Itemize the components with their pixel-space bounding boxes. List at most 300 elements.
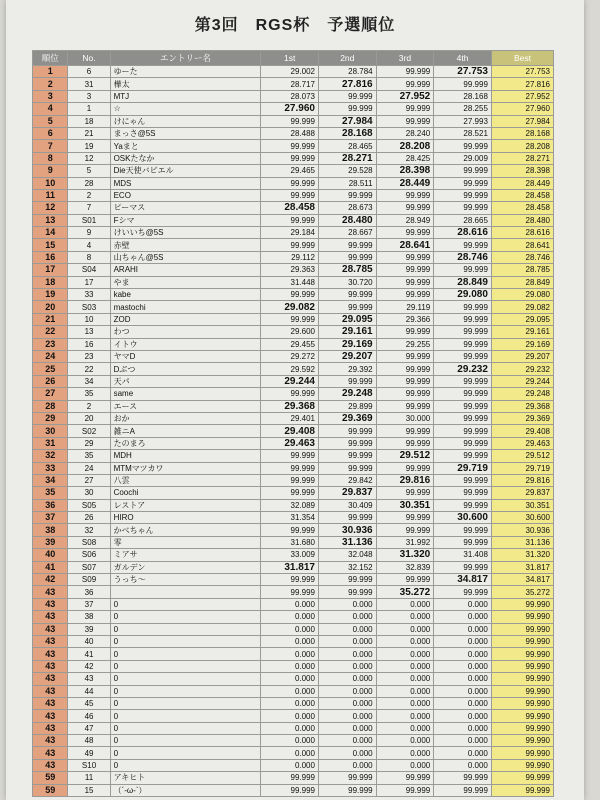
rank-cell: 32: [33, 450, 68, 462]
table-row: [33, 189, 554, 201]
lap-3rd-cell: 0.000: [376, 722, 434, 734]
lap-4th-cell: 99.999: [434, 140, 492, 152]
lap-2nd-cell: 0.000: [318, 635, 376, 647]
lap-4th-cell: 99.999: [434, 301, 492, 313]
best-time-cell: 99.990: [491, 648, 553, 660]
entry-name-cell: 0: [110, 648, 261, 660]
rank-cell: 43: [33, 623, 68, 635]
table-row: [33, 685, 554, 697]
lap-4th-cell: 99.999: [434, 177, 492, 189]
rank-cell: 19: [33, 289, 68, 301]
lap-3rd-cell: 29.255: [376, 338, 434, 350]
lap-1st-cell: 99.999: [261, 388, 319, 400]
lap-3rd-cell: 0.000: [376, 648, 434, 660]
lap-2nd-cell: 32.048: [318, 549, 376, 561]
lap-4th-cell: 99.999: [434, 437, 492, 449]
entry-name-cell: たのまろ: [110, 437, 261, 449]
best-time-cell: 28.398: [491, 165, 553, 177]
entry-name-cell: まっさ@5S: [110, 127, 261, 139]
rank-cell: 11: [33, 189, 68, 201]
entry-no-cell: 44: [68, 685, 110, 697]
entry-name-cell: 赤壁: [110, 239, 261, 251]
lap-2nd-cell: 29.899: [318, 400, 376, 412]
best-time-cell: 27.960: [491, 103, 553, 115]
lap-3rd-cell: 32.839: [376, 561, 434, 573]
table-row: [33, 202, 554, 214]
rank-cell: 42: [33, 574, 68, 586]
best-time-cell: 99.990: [491, 759, 553, 771]
rank-cell: 2: [33, 78, 68, 90]
best-time-cell: 29.232: [491, 363, 553, 375]
entry-no-cell: 17: [68, 276, 110, 288]
best-time-cell: 30.600: [491, 512, 553, 524]
lap-4th-cell: 28.849: [434, 276, 492, 288]
lap-1st-cell: 31.680: [261, 536, 319, 548]
lap-2nd-cell: 31.136: [318, 536, 376, 548]
table-row: [33, 487, 554, 499]
rank-cell: 40: [33, 549, 68, 561]
lap-2nd-cell: 28.271: [318, 152, 376, 164]
rank-cell: 28: [33, 400, 68, 412]
lap-1st-cell: 29.455: [261, 338, 319, 350]
lap-2nd-cell: 99.999: [318, 239, 376, 251]
rank-cell: 8: [33, 152, 68, 164]
entry-no-cell: 3: [68, 90, 110, 102]
entry-name-cell: かべちゃん: [110, 524, 261, 536]
lap-1st-cell: 29.082: [261, 301, 319, 313]
entry-no-cell: 2: [68, 400, 110, 412]
rank-cell: 29: [33, 412, 68, 424]
best-time-cell: 29.369: [491, 412, 553, 424]
table-row: [33, 388, 554, 400]
table-row: [33, 611, 554, 623]
best-time-cell: 28.168: [491, 127, 553, 139]
rank-cell: 43: [33, 735, 68, 747]
entry-no-cell: 35: [68, 388, 110, 400]
lap-1st-cell: 99.999: [261, 115, 319, 127]
lap-1st-cell: 0.000: [261, 697, 319, 709]
lap-3rd-cell: 99.999: [376, 425, 434, 437]
lap-2nd-cell: 29.169: [318, 338, 376, 350]
best-time-cell: 29.161: [491, 326, 553, 338]
lap-4th-cell: 31.408: [434, 549, 492, 561]
lap-1st-cell: 99.999: [261, 487, 319, 499]
best-time-cell: 31.320: [491, 549, 553, 561]
lap-3rd-cell: 99.999: [376, 289, 434, 301]
lap-4th-cell: 99.999: [434, 412, 492, 424]
lap-4th-cell: 99.999: [434, 388, 492, 400]
lap-4th-cell: 99.999: [434, 239, 492, 251]
lap-3rd-cell: 99.999: [376, 437, 434, 449]
lap-1st-cell: 28.488: [261, 127, 319, 139]
entry-no-cell: 39: [68, 623, 110, 635]
entry-no-cell: 6: [68, 66, 110, 78]
lap-1st-cell: 0.000: [261, 710, 319, 722]
lap-1st-cell: 99.999: [261, 289, 319, 301]
rank-cell: 43: [33, 673, 68, 685]
lap-3rd-cell: 99.999: [376, 772, 434, 784]
lap-1st-cell: 29.368: [261, 400, 319, 412]
lap-2nd-cell: 99.999: [318, 301, 376, 313]
lap-3rd-cell: 99.999: [376, 251, 434, 263]
entry-name-cell: 零: [110, 536, 261, 548]
lap-1st-cell: 99.999: [261, 140, 319, 152]
lap-4th-cell: 99.999: [434, 264, 492, 276]
entry-no-cell: 32: [68, 524, 110, 536]
lap-4th-cell: 28.521: [434, 127, 492, 139]
entry-no-cell: S08: [68, 536, 110, 548]
table-row: [33, 412, 554, 424]
lap-3rd-cell: 28.240: [376, 127, 434, 139]
table-row: [33, 301, 554, 313]
lap-1st-cell: 0.000: [261, 648, 319, 660]
entry-name-cell: 0: [110, 759, 261, 771]
lap-3rd-cell: 31.992: [376, 536, 434, 548]
entry-no-cell: 29: [68, 437, 110, 449]
table-row: [33, 251, 554, 263]
table-row: [33, 313, 554, 325]
lap-4th-cell: 99.999: [434, 784, 492, 796]
lap-3rd-cell: 99.999: [376, 784, 434, 796]
lap-4th-cell: 99.999: [434, 326, 492, 338]
lap-4th-cell: 0.000: [434, 685, 492, 697]
lap-1st-cell: 31.354: [261, 512, 319, 524]
lap-4th-cell: 29.232: [434, 363, 492, 375]
entry-no-cell: S06: [68, 549, 110, 561]
entry-no-cell: 19: [68, 140, 110, 152]
lap-2nd-cell: 99.999: [318, 90, 376, 102]
table-row: [33, 450, 554, 462]
lap-1st-cell: 29.592: [261, 363, 319, 375]
table-row: [33, 177, 554, 189]
rank-cell: 6: [33, 127, 68, 139]
table-row: [33, 586, 554, 598]
lap-1st-cell: 0.000: [261, 759, 319, 771]
best-time-cell: 99.990: [491, 710, 553, 722]
lap-2nd-cell: 27.816: [318, 78, 376, 90]
rank-cell: 7: [33, 140, 68, 152]
lap-2nd-cell: 0.000: [318, 722, 376, 734]
lap-4th-cell: 0.000: [434, 598, 492, 610]
table-row: [33, 623, 554, 635]
entry-name-cell: アキヒト: [110, 772, 261, 784]
table-row: [33, 598, 554, 610]
lap-2nd-cell: 99.999: [318, 189, 376, 201]
lap-1st-cell: 0.000: [261, 722, 319, 734]
best-time-cell: 99.990: [491, 747, 553, 759]
best-time-cell: 28.208: [491, 140, 553, 152]
entry-no-cell: 33: [68, 289, 110, 301]
lap-1st-cell: 29.408: [261, 425, 319, 437]
table-row: [33, 697, 554, 709]
results-body: [33, 66, 554, 797]
best-time-cell: 29.512: [491, 450, 553, 462]
table-row: [33, 350, 554, 362]
best-time-cell: 29.244: [491, 375, 553, 387]
entry-name-cell: Coochi: [110, 487, 261, 499]
entry-name-cell: ZOD: [110, 313, 261, 325]
lap-2nd-cell: 30.409: [318, 499, 376, 511]
lap-2nd-cell: 99.999: [318, 437, 376, 449]
lap-3rd-cell: 99.999: [376, 227, 434, 239]
lap-1st-cell: 28.073: [261, 90, 319, 102]
entry-name-cell: 八雲: [110, 474, 261, 486]
lap-1st-cell: 99.999: [261, 152, 319, 164]
lap-1st-cell: 29.463: [261, 437, 319, 449]
lap-3rd-cell: 99.999: [376, 487, 434, 499]
lap-3rd-cell: 0.000: [376, 598, 434, 610]
lap-1st-cell: 99.999: [261, 772, 319, 784]
table-row: [33, 425, 554, 437]
lap-3rd-cell: 99.999: [376, 524, 434, 536]
best-time-cell: 28.616: [491, 227, 553, 239]
entry-name-cell: 0: [110, 747, 261, 759]
rank-cell: 43: [33, 685, 68, 697]
lap-1st-cell: 99.999: [261, 462, 319, 474]
lap-4th-cell: 0.000: [434, 623, 492, 635]
best-time-cell: 29.719: [491, 462, 553, 474]
lap-2nd-cell: 99.999: [318, 425, 376, 437]
entry-name-cell: 0: [110, 598, 261, 610]
lap-2nd-cell: 99.999: [318, 574, 376, 586]
lap-1st-cell: 28.717: [261, 78, 319, 90]
lap-3rd-cell: 29.366: [376, 313, 434, 325]
rank-cell: 4: [33, 103, 68, 115]
lap-4th-cell: 28.746: [434, 251, 492, 263]
best-time-cell: 34.817: [491, 574, 553, 586]
header-best: Best: [491, 51, 553, 66]
entry-no-cell: 15: [68, 784, 110, 796]
entry-name-cell: 0: [110, 611, 261, 623]
table-row: [33, 338, 554, 350]
table-row: [33, 363, 554, 375]
lap-1st-cell: 29.244: [261, 375, 319, 387]
lap-2nd-cell: 28.168: [318, 127, 376, 139]
lap-1st-cell: 27.960: [261, 103, 319, 115]
lap-3rd-cell: 0.000: [376, 735, 434, 747]
lap-1st-cell: 0.000: [261, 747, 319, 759]
lap-3rd-cell: 30.351: [376, 499, 434, 511]
lap-3rd-cell: 29.512: [376, 450, 434, 462]
lap-3rd-cell: 31.320: [376, 549, 434, 561]
best-time-cell: 28.641: [491, 239, 553, 251]
lap-1st-cell: 99.999: [261, 239, 319, 251]
table-row: [33, 90, 554, 102]
lap-2nd-cell: 0.000: [318, 648, 376, 660]
table-row: [33, 264, 554, 276]
table-row: [33, 549, 554, 561]
table-row: [33, 400, 554, 412]
lap-3rd-cell: 99.999: [376, 276, 434, 288]
lap-4th-cell: 99.999: [434, 772, 492, 784]
lap-4th-cell: 28.616: [434, 227, 492, 239]
lap-2nd-cell: 0.000: [318, 660, 376, 672]
lap-2nd-cell: 28.667: [318, 227, 376, 239]
lap-1st-cell: 31.448: [261, 276, 319, 288]
entry-no-cell: 4: [68, 239, 110, 251]
lap-3rd-cell: 99.999: [376, 189, 434, 201]
header-4th: 4th: [434, 51, 492, 66]
lap-4th-cell: 28.255: [434, 103, 492, 115]
lap-4th-cell: 99.999: [434, 189, 492, 201]
lap-3rd-cell: 99.999: [376, 350, 434, 362]
rank-cell: 21: [33, 313, 68, 325]
lap-3rd-cell: 99.999: [376, 264, 434, 276]
lap-3rd-cell: 0.000: [376, 611, 434, 623]
entry-name-cell: Fシマ: [110, 214, 261, 226]
entry-no-cell: S02: [68, 425, 110, 437]
lap-2nd-cell: 28.785: [318, 264, 376, 276]
entry-no-cell: 10: [68, 313, 110, 325]
best-time-cell: 27.753: [491, 66, 553, 78]
lap-2nd-cell: 29.161: [318, 326, 376, 338]
entry-name-cell: same: [110, 388, 261, 400]
entry-no-cell: 36: [68, 586, 110, 598]
lap-2nd-cell: 0.000: [318, 759, 376, 771]
lap-3rd-cell: 28.208: [376, 140, 434, 152]
entry-name-cell: 0: [110, 623, 261, 635]
entry-name-cell: HIRO: [110, 512, 261, 524]
lap-1st-cell: 99.999: [261, 474, 319, 486]
lap-4th-cell: 0.000: [434, 722, 492, 734]
best-time-cell: 28.849: [491, 276, 553, 288]
entry-name-cell: 0: [110, 710, 261, 722]
lap-4th-cell: 99.999: [434, 499, 492, 511]
entry-no-cell: 28: [68, 177, 110, 189]
table-row: [33, 152, 554, 164]
lap-2nd-cell: 30.720: [318, 276, 376, 288]
lap-2nd-cell: 0.000: [318, 735, 376, 747]
lap-2nd-cell: 99.999: [318, 586, 376, 598]
lap-1st-cell: 99.999: [261, 586, 319, 598]
lap-3rd-cell: 99.999: [376, 388, 434, 400]
lap-1st-cell: 99.999: [261, 177, 319, 189]
table-row: [33, 747, 554, 759]
entry-no-cell: 13: [68, 326, 110, 338]
lap-4th-cell: 99.999: [434, 425, 492, 437]
lap-3rd-cell: 35.272: [376, 586, 434, 598]
rank-cell: 13: [33, 214, 68, 226]
best-time-cell: 99.990: [491, 623, 553, 635]
rank-cell: 43: [33, 648, 68, 660]
header-2nd: 2nd: [318, 51, 376, 66]
best-time-cell: 29.095: [491, 313, 553, 325]
lap-4th-cell: 99.999: [434, 202, 492, 214]
rank-cell: 37: [33, 512, 68, 524]
rank-cell: 25: [33, 363, 68, 375]
rank-cell: 20: [33, 301, 68, 313]
best-time-cell: 99.990: [491, 685, 553, 697]
rank-cell: 38: [33, 524, 68, 536]
entry-no-cell: S04: [68, 264, 110, 276]
entry-no-cell: 7: [68, 202, 110, 214]
lap-1st-cell: 0.000: [261, 685, 319, 697]
table-row: [33, 673, 554, 685]
table-row: [33, 289, 554, 301]
table-row: [33, 759, 554, 771]
rank-cell: 41: [33, 561, 68, 573]
entry-no-cell: S07: [68, 561, 110, 573]
best-time-cell: 29.408: [491, 425, 553, 437]
entry-no-cell: 35: [68, 450, 110, 462]
best-time-cell: 28.271: [491, 152, 553, 164]
rank-cell: 30: [33, 425, 68, 437]
lap-4th-cell: 0.000: [434, 747, 492, 759]
best-time-cell: 29.207: [491, 350, 553, 362]
entry-name-cell: 0: [110, 722, 261, 734]
header-rank: 順位: [33, 51, 68, 66]
best-time-cell: 28.785: [491, 264, 553, 276]
rank-cell: 43: [33, 598, 68, 610]
table-row: [33, 710, 554, 722]
lap-1st-cell: 32.089: [261, 499, 319, 511]
lap-2nd-cell: 29.207: [318, 350, 376, 362]
entry-name-cell: 0: [110, 660, 261, 672]
best-time-cell: 29.463: [491, 437, 553, 449]
best-time-cell: 99.990: [491, 697, 553, 709]
lap-3rd-cell: 99.999: [376, 574, 434, 586]
entry-no-cell: 31: [68, 78, 110, 90]
page-title: 第3回 RGS杯 予選順位: [194, 17, 396, 34]
lap-1st-cell: 0.000: [261, 673, 319, 685]
entry-name-cell: Dぶつ: [110, 363, 261, 375]
rank-cell: 43: [33, 759, 68, 771]
entry-name-cell: ピーマス: [110, 202, 261, 214]
entry-no-cell: S09: [68, 574, 110, 586]
entry-name-cell: ミアサ: [110, 549, 261, 561]
lap-1st-cell: 0.000: [261, 735, 319, 747]
results-table: [32, 50, 554, 797]
best-time-cell: 28.746: [491, 251, 553, 263]
lap-3rd-cell: 99.999: [376, 202, 434, 214]
rank-cell: 10: [33, 177, 68, 189]
entry-name-cell: OSKたなか: [110, 152, 261, 164]
rank-cell: 43: [33, 710, 68, 722]
entry-name-cell: ガルデン: [110, 561, 261, 573]
entry-no-cell: 46: [68, 710, 110, 722]
lap-3rd-cell: 99.999: [376, 375, 434, 387]
rank-cell: 59: [33, 784, 68, 796]
rank-cell: 3: [33, 90, 68, 102]
lap-2nd-cell: 99.999: [318, 251, 376, 263]
table-row: [33, 536, 554, 548]
table-row: [33, 276, 554, 288]
lap-2nd-cell: 0.000: [318, 598, 376, 610]
table-row: [33, 474, 554, 486]
lap-2nd-cell: 29.842: [318, 474, 376, 486]
lap-1st-cell: 29.363: [261, 264, 319, 276]
entry-name-cell: MTJ: [110, 90, 261, 102]
lap-1st-cell: 99.999: [261, 189, 319, 201]
entry-name-cell: 樺太: [110, 78, 261, 90]
lap-1st-cell: 29.401: [261, 412, 319, 424]
rank-cell: 16: [33, 251, 68, 263]
lap-1st-cell: 99.999: [261, 214, 319, 226]
rank-cell: 43: [33, 611, 68, 623]
lap-3rd-cell: 0.000: [376, 673, 434, 685]
entry-no-cell: S01: [68, 214, 110, 226]
entry-name-cell: 0: [110, 635, 261, 647]
table-row: [33, 499, 554, 511]
best-time-cell: 99.990: [491, 660, 553, 672]
table-row: [33, 512, 554, 524]
lap-4th-cell: 99.999: [434, 450, 492, 462]
entry-name-cell: やま: [110, 276, 261, 288]
rank-cell: 14: [33, 227, 68, 239]
entry-no-cell: S03: [68, 301, 110, 313]
header-1st: 1st: [261, 51, 319, 66]
lap-2nd-cell: 27.984: [318, 115, 376, 127]
